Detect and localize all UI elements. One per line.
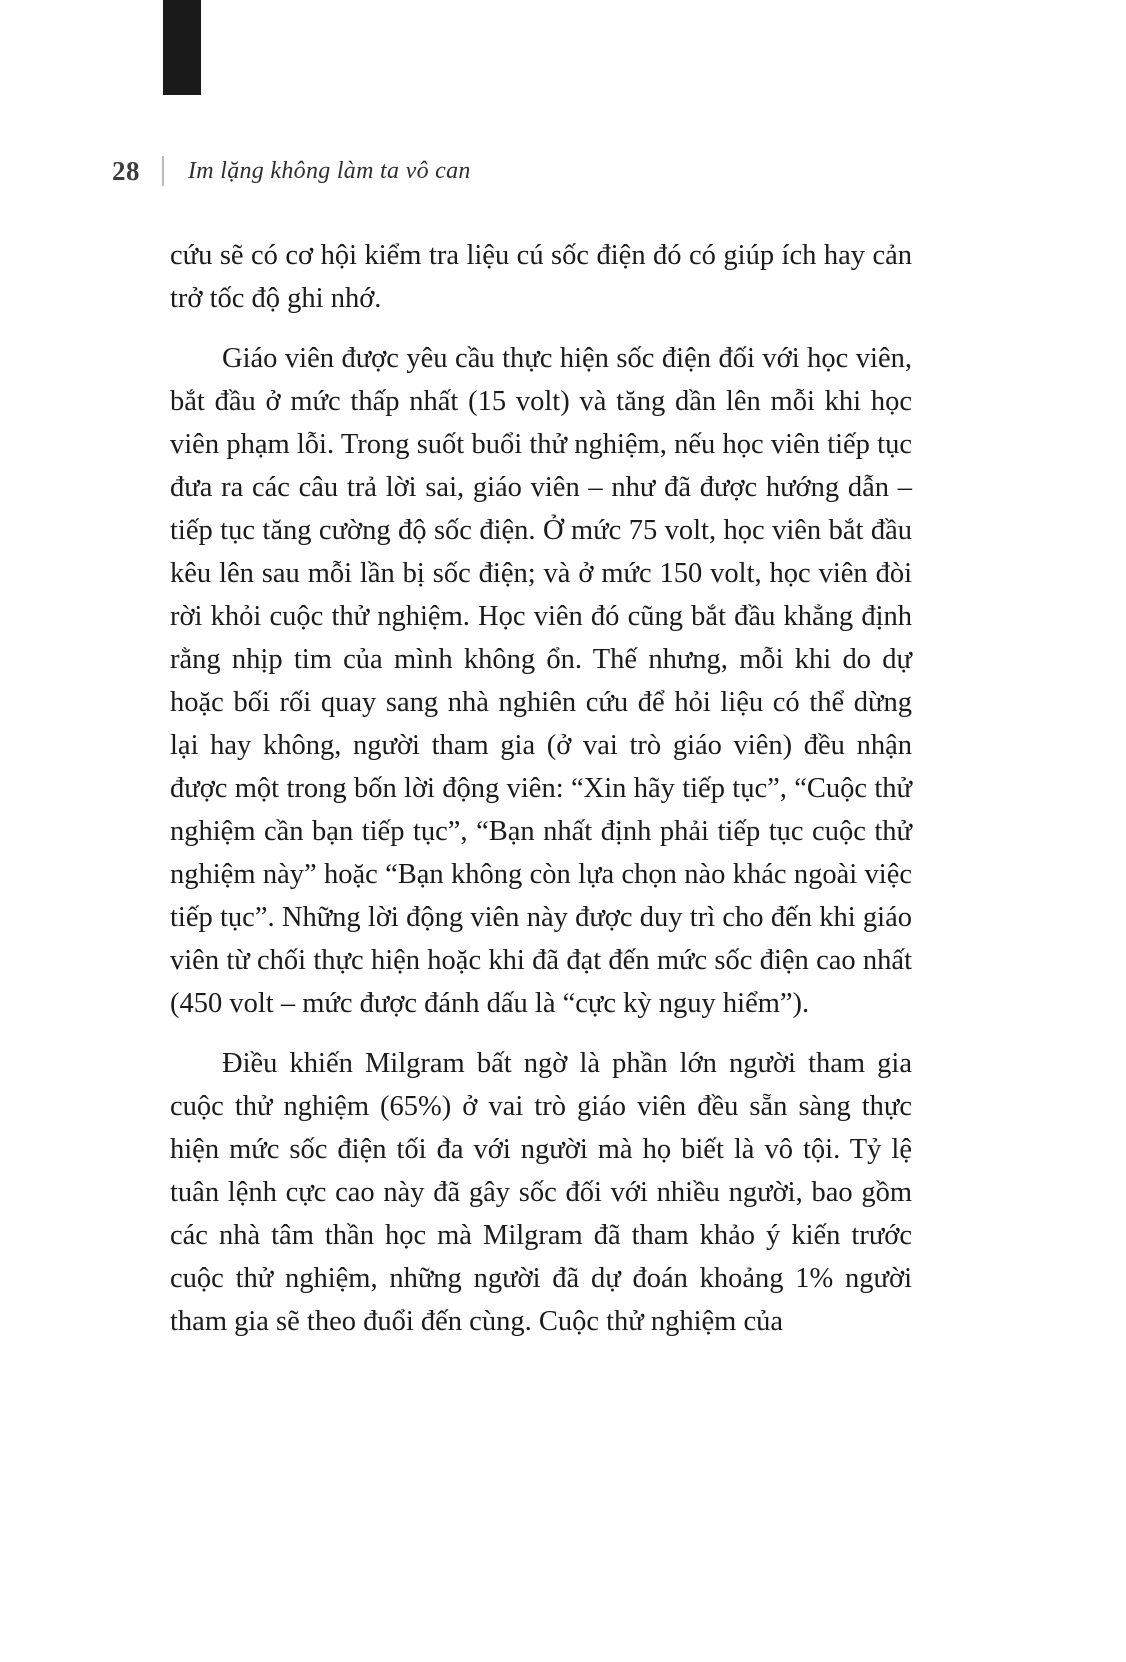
body-text (170, 234, 912, 1343)
running-header (112, 153, 471, 189)
header-divider (162, 156, 164, 186)
running-title: Im lặng không làm ta vô can (188, 157, 471, 184)
paragraph: Giáo viên được yêu cầu thực hiện sốc điện đối với học viên, bắt đầu ở mức thấp nhất (15 volt) và tăng dần lên mỗi khi học viên phạm lỗi. Trong suốt buổi thử nghiệm, nếu học viên tiếp tục đưa ra các câu trả lời sai, giáo viên – như đã được hướng dẫn – tiếp tục tăng cường độ sốc điện. Ở mức 75 volt, học viên bắt đầu kêu lên sau mỗi lần bị sốc điện; và ở mức 150 volt, học viên đòi rời khỏi cuộc thử nghiệm. Học viên đó cũng bắt đầu khẳng định rằng nhịp tim của mình không ổn. Thế nhưng, mỗi khi do dự hoặc bối rối quay sang nhà nghiên cứu để hỏi liệu có thể dừng lại hay không, người tham gia (ở vai trò giáo viên) đều nhận được một trong bốn lời động viên: “Xin hãy tiếp tục”, “Cuộc thử nghiệm cần bạn tiếp tục”, “Bạn nhất định phải tiếp tục cuộc thử nghiệm này” hoặc “Bạn không còn lựa chọn nào khác ngoài việc tiếp tục”. Những lời động viên này được duy trì cho đến khi giáo viên từ chối thực hiện hoặc khi đã đạt đến mức sốc điện cao nhất (450 volt – mức được đánh dấu là “cực kỳ nguy hiểm”). (170, 343, 912, 1019)
paragraph: cứu sẽ có cơ hội kiểm tra liệu cú sốc điện đó có giúp ích hay cản trở tốc độ ghi nhớ. (170, 240, 912, 314)
paragraph: Điều khiến Milgram bất ngờ là phần lớn người tham gia cuộc thử nghiệm (65%) ở vai trò giáo viên đều sẵn sàng thực hiện mức sốc điện tối đa với người mà họ biết là vô tội. Tỷ lệ tuân lệnh cực cao này đã gây sốc đối với nhiều người, bao gồm các nhà tâm thần học mà Milgram đã tham khảo ý kiến trước cuộc thử nghiệm, những người đã dự đoán khoảng 1% người tham gia sẽ theo đuổi đến cùng. Cuộc thử nghiệm của (170, 1048, 912, 1337)
page-top-mark (163, 0, 201, 95)
page-number: 28 (112, 155, 140, 186)
